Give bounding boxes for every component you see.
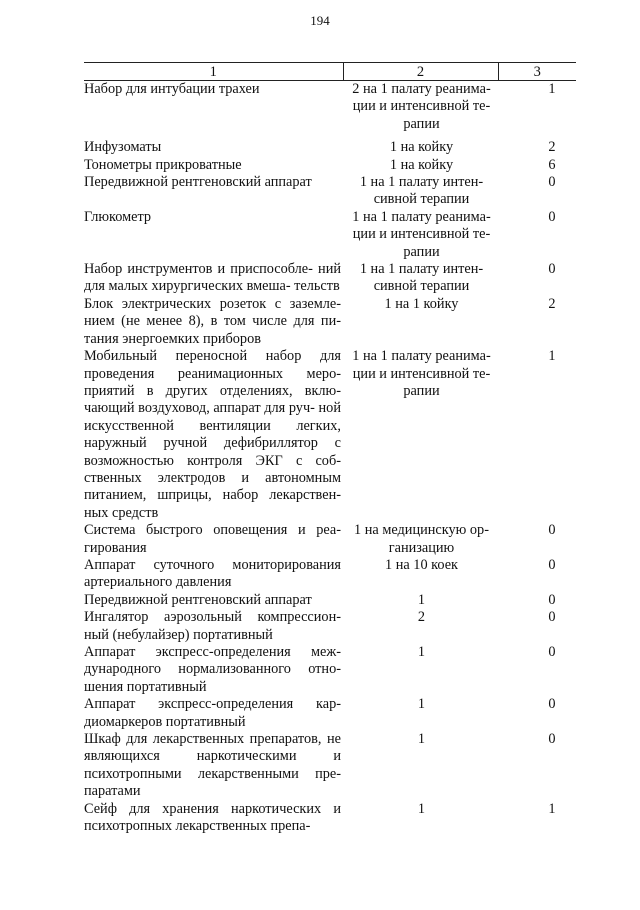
table-row xyxy=(84,296,576,348)
equipment-count: 0 xyxy=(548,208,556,225)
equipment-standard: 1 на медицинскую ор- ганизацию xyxy=(354,522,489,556)
table-row xyxy=(84,157,576,174)
equipment-name: Блок электрических розеток с заземле- нием (не менее 8), в том числе для пи- тания энергоемких приборов xyxy=(84,295,341,347)
equipment-count: 0 xyxy=(548,644,556,660)
table-row xyxy=(84,801,576,836)
equipment-name: Тонометры прикроватные xyxy=(84,156,242,173)
equipment-name: Передвижной рентгеновский аппарат xyxy=(84,591,312,608)
equipment-standard: 1 на 1 палату интен- сивной терапии xyxy=(359,261,484,295)
table-row xyxy=(84,261,576,296)
equipment-count: 2 xyxy=(548,139,556,156)
equipment-count: 0 xyxy=(548,174,556,191)
equipment-name: Аппарат экспресс-определения меж- дународного нормализованного отно- шения портативный xyxy=(84,644,341,695)
equipment-count: 1 xyxy=(548,348,556,365)
table-row xyxy=(84,696,576,731)
equipment-standard: 1 xyxy=(417,696,426,713)
page-number: 194 xyxy=(310,13,330,28)
equipment-count: 6 xyxy=(548,156,556,173)
equipment-count: 1 xyxy=(548,81,556,97)
equipment-standard: 1 xyxy=(417,591,426,608)
equipment-count: 1 xyxy=(548,800,556,817)
equipment-name: Набор инструментов и приспособле- ний для малых хирургических вмеша- тельств xyxy=(84,261,341,295)
table-row xyxy=(84,348,576,522)
equipment-table xyxy=(84,62,576,835)
table-row xyxy=(84,522,576,557)
equipment-standard: 1 на 1 палату интен- сивной терапии xyxy=(359,174,484,208)
equipment-name: Аппарат суточного мониторирования артериального давления xyxy=(84,556,341,591)
column-header-3: 3 xyxy=(498,63,576,81)
equipment-name: Аппарат экспресс-определения кар- диомаркеров портативный xyxy=(84,696,341,730)
table-row xyxy=(84,644,576,696)
equipment-name: Инфузоматы xyxy=(84,139,162,156)
table-row xyxy=(84,139,576,156)
table-header-row xyxy=(84,63,576,81)
table-row xyxy=(84,731,576,801)
equipment-name: Ингалятор аэрозольный компрессион- ный (небулайзер) портативный xyxy=(84,609,341,643)
equipment-count: 0 xyxy=(548,731,556,748)
equipment-count: 0 xyxy=(548,696,556,713)
table-row xyxy=(84,592,576,609)
equipment-standard: 1 на 1 палату реанима- ции и интенсивной те- рапии xyxy=(352,348,491,399)
equipment-name: Мобильный переносной набор для проведения реанимационных меро- приятий в других отделениях, вклю- чающий воздуховод, аппарат для руч- ной искусственной вентиляции легких, наружный ручной дефибриллятор с возможностью контроля ЭКГ с соб- ственных электродов и автономным питанием, шприцы, набор лекарствен- ных средств xyxy=(84,348,341,521)
equipment-name: Передвижной рентгеновский аппарат xyxy=(84,174,312,191)
equipment-count: 2 xyxy=(548,295,556,312)
table-row xyxy=(84,557,576,592)
equipment-name: Набор для интубации трахеи xyxy=(84,81,260,97)
equipment-standard: 2 xyxy=(417,609,426,626)
equipment-count: 0 xyxy=(548,261,556,278)
equipment-table-wrapper xyxy=(84,62,576,835)
equipment-name: Шкаф для лекарственных препаратов, не являющихся наркотическими и психотропными лекарственными пре- паратами xyxy=(84,731,341,800)
table-row xyxy=(84,174,576,209)
equipment-standard: 1 на 1 койку xyxy=(384,295,459,312)
column-header-1: 1 xyxy=(84,63,343,81)
column-header-2: 2 xyxy=(343,63,498,81)
equipment-name: Система быстрого оповещения и реа- гирования xyxy=(84,522,341,556)
equipment-standard: 1 на 1 палату реанима- ции и интенсивной те- рапии xyxy=(352,208,491,260)
table-row xyxy=(84,81,576,134)
equipment-name: Глюкометр xyxy=(84,208,152,225)
equipment-standard: 1 на койку xyxy=(389,139,454,156)
table-row xyxy=(84,609,576,644)
equipment-standard: 1 xyxy=(417,800,426,817)
equipment-count: 0 xyxy=(548,556,556,573)
equipment-standard: 1 на койку xyxy=(389,156,454,173)
equipment-count: 0 xyxy=(548,609,556,626)
equipment-standard: 2 на 1 палату реанима- ции и интенсивной те- рапии xyxy=(352,81,491,132)
equipment-name: Сейф для хранения наркотических и психотропных лекарственных препа- xyxy=(84,800,341,835)
equipment-standard: 1 xyxy=(417,644,426,660)
table-row xyxy=(84,209,576,261)
equipment-count: 0 xyxy=(548,591,556,608)
equipment-standard: 1 на 10 коек xyxy=(385,556,458,573)
equipment-standard: 1 xyxy=(417,731,426,748)
equipment-count: 0 xyxy=(548,522,556,539)
